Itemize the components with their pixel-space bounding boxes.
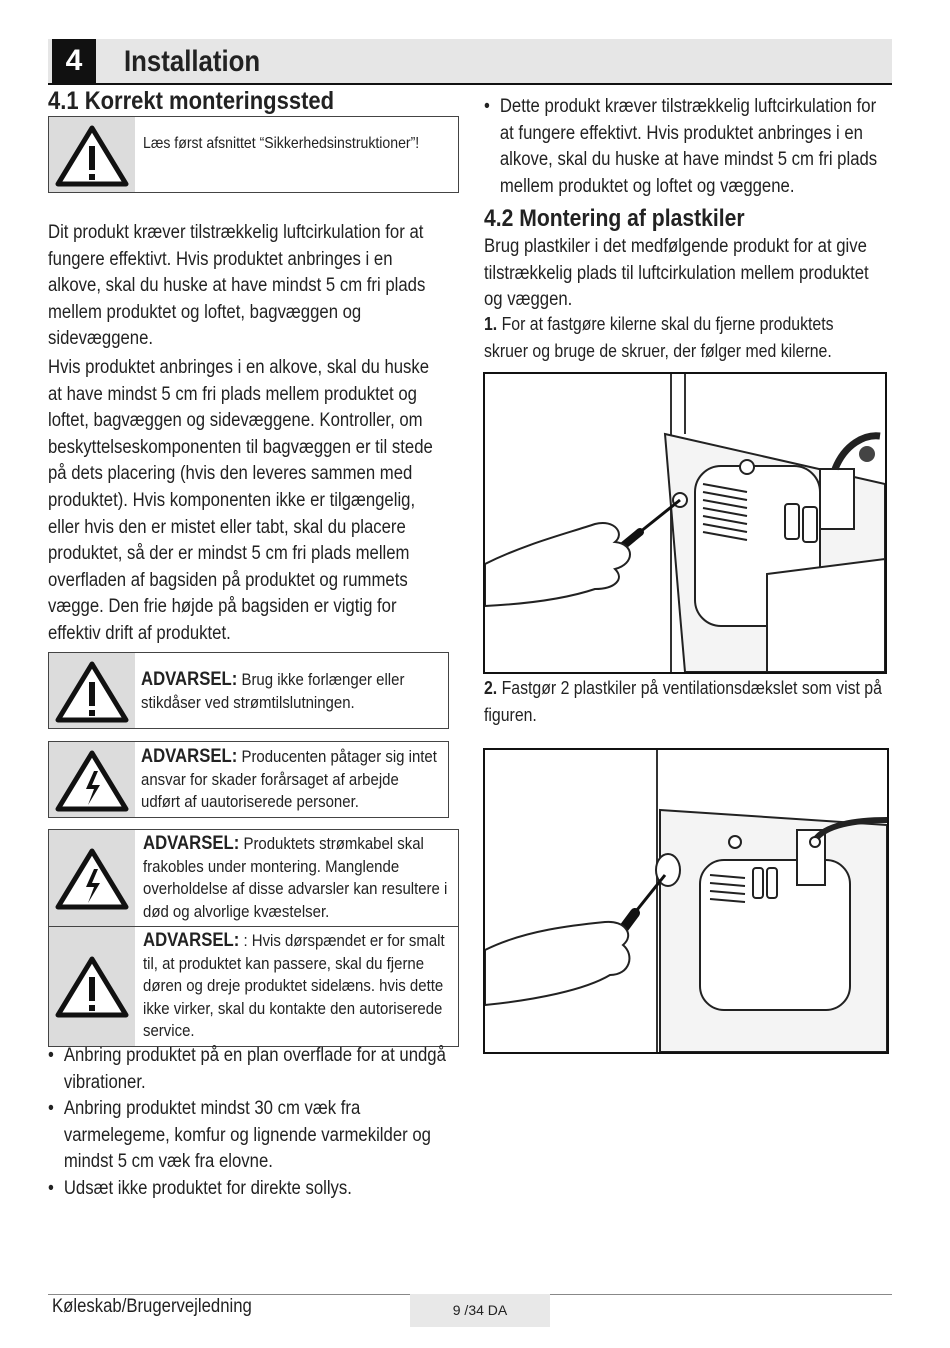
- warning-text-2: [141, 746, 440, 814]
- notice-text: Læs først afsnittet “Sikkerhedsinstruktioner”!: [143, 135, 420, 152]
- warning-label: ADVARSEL:: [143, 833, 240, 854]
- list-item: • Dette produkt kræver tilstrækkelig luftcirkulation for at fungere effektivt. Hvis produktet anbringes i en alkove, skal du huske at have mindst 5 cm fri plads mellem produktet og loftet og væggene.: [484, 94, 893, 200]
- ventilation-bullet-list: [484, 94, 893, 200]
- step-number: 2.: [484, 678, 498, 698]
- chapter-number: 4: [52, 39, 96, 83]
- footer-title: Køleskab/Brugervejledning: [52, 1296, 252, 1317]
- section-4-1-para2: Hvis produktet anbringes i en alkove, skal du huske at have mindst 5 cm fri plads mellem produktet og loftet, bagvæggen og sidevæggene. Kontroller, om beskyttelseskomponenten til bagvæggen er til stede på dets placering (hvis den leveres sammen med produktet). Hvis komponenten ikke er tilgængelig, eller hvis den er mistet eller tabt, skal du placere produktet, så der er mindst 5 cm fri plads mellem overfladen af bagsiden på produktet og rummets vægge. Den frie højde på bagsiden er vigtig for effektiv drift af produktet.: [48, 357, 433, 644]
- warning-label: ADVARSEL:: [141, 669, 238, 690]
- step-1: [484, 311, 871, 364]
- warning-body: Produktets strømkabel skal frakobles under montering. Manglende overholdelse af disse advarsler kan resultere i død og alvorlige kvæstelser.: [143, 834, 448, 921]
- warning-text-3: [143, 833, 453, 923]
- illustration-attach-wedges: [485, 750, 887, 1052]
- warning-box-3: [48, 829, 459, 927]
- warning-body: : Hvis dørspændet er for smalt til, at produktet kan passere, skal du fjerne døren og dreje produktet sidelæns. hvis dette ikke virker, skal du kontakte den autoriserede service.: [143, 931, 445, 1040]
- figure-remove-screws: [483, 372, 887, 674]
- list-item: • Anbring produktet mindst 30 cm væk fra varmelegeme, komfur og lignende varmekilder og mindst 5 cm væk fra elovne.: [48, 1096, 453, 1176]
- warning-triangle-icon: [54, 658, 130, 724]
- list-item: • Udsæt ikke produktet for direkte sollys.: [48, 1176, 453, 1203]
- illustration-remove-screws: [485, 374, 885, 672]
- warning-box-4: [48, 926, 459, 1047]
- page-number: 9 /34 DA: [410, 1294, 550, 1327]
- warning-body: Producenten påtager sig intet ansvar for skader forårsaget af arbejde udført af uautoriserede personer.: [141, 747, 437, 811]
- electric-hazard-icon: [54, 845, 130, 911]
- warning-text-4: [143, 930, 453, 1043]
- chapter-title: Installation: [124, 45, 261, 78]
- section-4-2-heading: 4.2 Montering af plastkiler: [484, 205, 745, 232]
- warning-label: ADVARSEL:: [141, 746, 238, 767]
- electric-hazard-icon: [54, 747, 130, 813]
- section-4-2-intro: Brug plastkiler i det medfølgende produkt for at give tilstrækkelig plads til luftcirkulation mellem produktet og væggen.: [484, 236, 869, 311]
- step-text: Fastgør 2 plastkiler på ventilationsdækslet som vist på figuren.: [484, 678, 882, 725]
- step-number: 1.: [484, 314, 498, 334]
- warning-box-1: [48, 652, 449, 729]
- section-4-1-heading: 4.1 Korrekt monteringssted: [48, 87, 335, 115]
- warning-body: Brug ikke forlænger eller stikdåser ved strømtilslutningen.: [141, 670, 405, 712]
- warning-text-1: [141, 669, 440, 714]
- warning-label: ADVARSEL:: [143, 930, 240, 951]
- warning-box-2: [48, 741, 449, 818]
- placement-bullet-list: [48, 1043, 453, 1203]
- notice-box: [48, 116, 459, 193]
- warning-triangle-icon: [54, 122, 130, 188]
- warning-triangle-icon: [54, 953, 130, 1019]
- figure-attach-wedges: [483, 748, 889, 1054]
- step-text: For at fastgøre kilerne skal du fjerne produktets skruer og bruge de skruer, der følger med kilerne.: [484, 314, 834, 361]
- step-2: [484, 675, 889, 728]
- section-4-1-para1: Dit produkt kræver tilstrækkelig luftcirkulation for at fungere effektivt. Hvis produktet anbringes i en alkove, skal du huske at have mindst 5 cm fri plads mellem produktet og loftet, bagvæggen og sidevæggene.: [48, 222, 426, 350]
- list-item: • Anbring produktet på en plan overflade for at undgå vibrationer.: [48, 1043, 453, 1096]
